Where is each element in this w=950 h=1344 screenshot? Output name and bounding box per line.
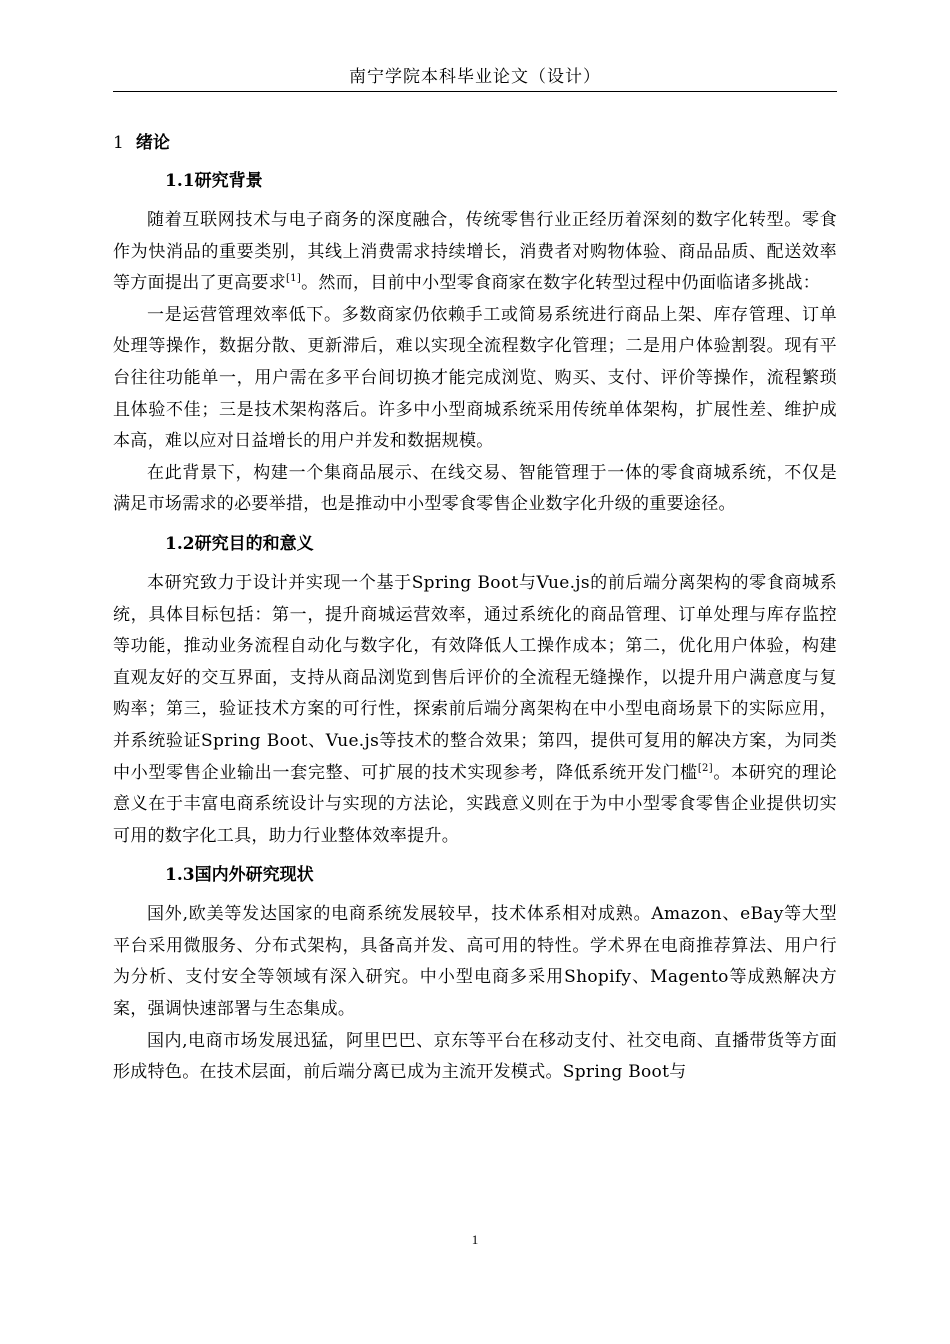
chapter-title: 绪论 xyxy=(135,133,170,153)
header-rule xyxy=(113,91,837,92)
paragraph-text: 。本研究的理论意义在于丰富电商系统设计与实现的方法论，实践意义则在于为中小型零食零售企业提供切实可用的数字化工具，助力行业整体效率提升。 xyxy=(113,762,837,846)
paragraph-1-1-3 xyxy=(113,458,837,521)
running-header-title: 南宁学院本科毕业论文（设计） xyxy=(349,67,601,87)
page-number: 1 xyxy=(471,1232,479,1247)
citation-ref: [2] xyxy=(697,762,713,774)
paragraph-1-2-1 xyxy=(113,568,837,852)
citation-ref: [1] xyxy=(286,273,302,285)
section-heading-1-1: 1.1研究背景 xyxy=(165,171,263,191)
section-heading-1-2: 1.2研究目的和意义 xyxy=(165,533,314,554)
section-heading-1-3: 1.3国内外研究现状 xyxy=(165,865,314,886)
paragraph-text: 一是运营管理效率低下。多数商家仍依赖手工或简易系统进行商品上架、库存管理、订单处理等操作，数据分散、更新滞后，难以实现全流程数字化管理；二是用户体验割裂。现有平台往往功能单一，用户需在多平台间切换才能完成浏览、购买、支付、评价等操作，流程繁琐且体验不佳；三是技术架构落后。许多中小型商城系统采用传统单体架构，扩展性差、维护成本高，难以应对日益增长的用户并发和数据规模。 xyxy=(113,304,837,452)
paragraph-text: 国外,欧美等发达国家的电商系统发展较早，技术体系相对成熟。Amazon、eBay等大型平台采用微服务、分布式架构，具备高并发、高可用的特性。学术界在电商推荐算法、用户行为分析、支付安全等领域有深入研究。中小型电商多采用Shopify、Magento等成熟解决方案，强调快速部署与生态集成。 xyxy=(113,904,837,1020)
paragraph-text: 本研究致力于设计并实现一个基于Spring Boot与Vue.js的前后端分离架构的零食商城系统，具体目标包括：第一，提升商城运营效率，通过系统化的商品管理、订单处理与库存监控等功能，推动业务流程自动化与数字化，有效降低人工操作成本；第二，优化用户体验，构建直观友好的交互界面，支持从商品浏览到售后评价的全流程无缝操作，以提升用户满意度与复购率；第三，验证技术方案的可行性，探索前后端分离架构在中小型电商场景下的实际应用，并系统验证Spring Boot、Vue.js等技术的整合效果；第四，提供可复用的解决方案，为同类中小型零售企业输出一套完整、可扩展的技术实现参考，降低系统开发门槛 xyxy=(113,572,837,783)
paragraph-text: 随着互联网技术与电子商务的深度融合，传统零售行业正经历着深刻的数字化转型。零食作为快消品的重要类别，其线上消费需求持续增长，消费者对购物体验、商品品质、配送效率等方面提出了更高要求 xyxy=(113,210,837,294)
chapter-heading xyxy=(113,128,837,158)
page-body xyxy=(113,128,837,1089)
paragraph-1-1-1 xyxy=(113,205,837,300)
paragraph-text: 。然而，目前中小型零食商家在数字化转型过程中仍面临诸多挑战： xyxy=(301,273,821,294)
paragraph-1-3-2 xyxy=(113,1026,837,1089)
paragraph-text: 在此背景下，构建一个集商品展示、在线交易、智能管理于一体的零食商城系统，不仅是满足市场需求的必要举措，也是推动中小型零食零售企业数字化升级的重要途径。 xyxy=(113,462,837,515)
paragraph-1-1-2 xyxy=(113,300,837,458)
paragraph-1-3-1 xyxy=(113,899,837,1025)
paragraph-text: 国内,电商市场发展迅猛，阿里巴巴、京东等平台在移动支付、社交电商、直播带货等方面形成特色。在技术层面，前后端分离已成为主流开发模式。Spring Boot与 xyxy=(113,1030,837,1083)
chapter-number: 1 xyxy=(113,133,124,153)
